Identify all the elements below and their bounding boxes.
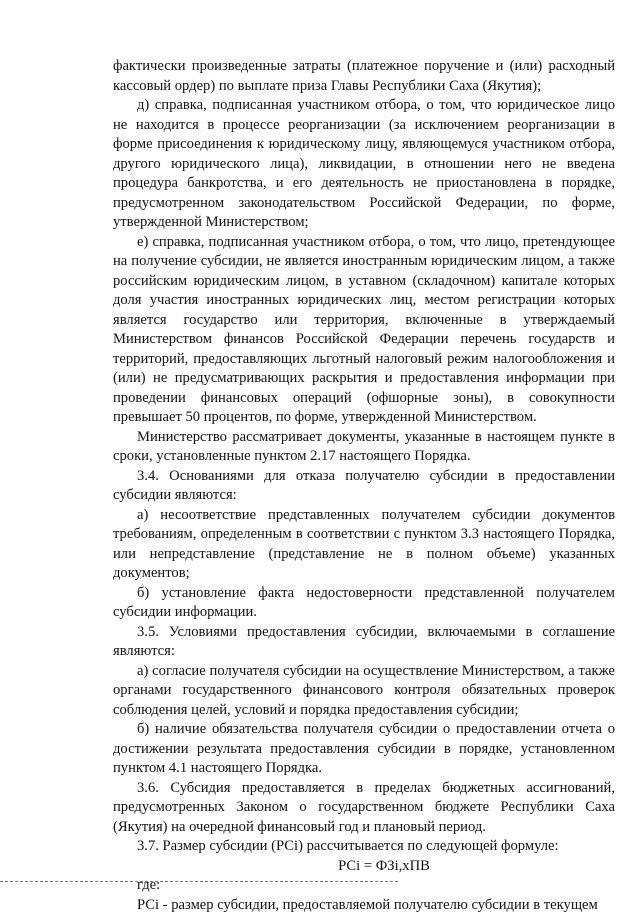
paragraph-continuation: фактически произведенные затраты (платежное поручение и (или) расходный кассовый ордер) по выплате приза Главы Республики Саха (Якутия); — [113, 57, 615, 96]
paragraph-review-terms: Министерство рассматривает документы, указанные в настоящем пункте в сроки, установленные пунктом 2.17 настоящего Порядка. — [113, 428, 615, 467]
paragraph-3-7: 3.7. Размер субсидии (РСi) рассчитывается по следующей формуле: — [113, 837, 615, 857]
paragraph-3-5: 3.5. Условиями предоставления субсидии, включаемыми в соглашение являются: — [113, 623, 615, 662]
where-label: где: — [113, 876, 615, 896]
paragraph-item-e: е) справка, подписанная участником отбора, о том, что лицо, претендующее на получение субсидии, не является иностранным юридическим лицом, а также российским юридическим лицом, в уставном (складочном) капитале которых доля участия иностранных юридических лиц, местом регистрации которых является государство или территория, включенные в утверждаемый Министерством финансов Российской Федерации перечень государств и территорий, предоставляющих льготный налоговый режим налогообложения и (или) не предусматривающих раскрытия и предоставления информации при проведении финансовых операций (офшорные зоны), в совокупности превышает 50 процентов, по форме, утвержденной Министерством. — [113, 233, 615, 428]
paragraph-item-d: д) справка, подписанная участником отбора, о том, что юридическое лицо не находится в процессе реорганизации (за исключением реорганизации в форме присоединения к юридическому лицу, являющемуся участником отбора, другого юридического лица), ликвидации, в отношении него не введена процедура банкротства, и его деятельность не приостановлена в порядке, предусмотренном законодательством Российской Федерации, по форме, утвержденной Министерством; — [113, 96, 615, 233]
footer-rule — [0, 881, 398, 882]
paragraph-3-4-a: а) несоответствие представленных получателем субсидии документов требованиям, определенным в соответствии с пунктом 3.3 настоящего Порядка, или непредставление (представление не в полном объеме) указанных документов; — [113, 506, 615, 584]
paragraph-3-5-b: б) наличие обязательства получателя субсидии о предоставлении отчета о достижении результата предоставления субсидии в порядке, установленном пунктом 4.1 настоящего Порядка. — [113, 720, 615, 779]
paragraph-3-4-b: б) установление факта недостоверности представленной получателем субсидии информации. — [113, 584, 615, 623]
formula: РСi = ФЗi,хПВ — [113, 857, 615, 877]
paragraph-definition: РСi - размер субсидии, предоставляемой получателю субсидии в текущем — [113, 896, 615, 915]
document-body — [113, 57, 615, 915]
paragraph-3-4: 3.4. Основаниями для отказа получателю субсидии в предоставлении субсидии являются: — [113, 467, 615, 506]
paragraph-3-6: 3.6. Субсидия предоставляется в пределах бюджетных ассигнований, предусмотренных Законом о государственном бюджете Республики Саха (Якутия) на очередной финансовый год и плановый период. — [113, 779, 615, 838]
paragraph-3-5-a: а) согласие получателя субсидии на осуществление Министерством, а также органами государственного финансового контроля обязательных проверок соблюдения целей, условий и порядка предоставления субсидии; — [113, 662, 615, 721]
